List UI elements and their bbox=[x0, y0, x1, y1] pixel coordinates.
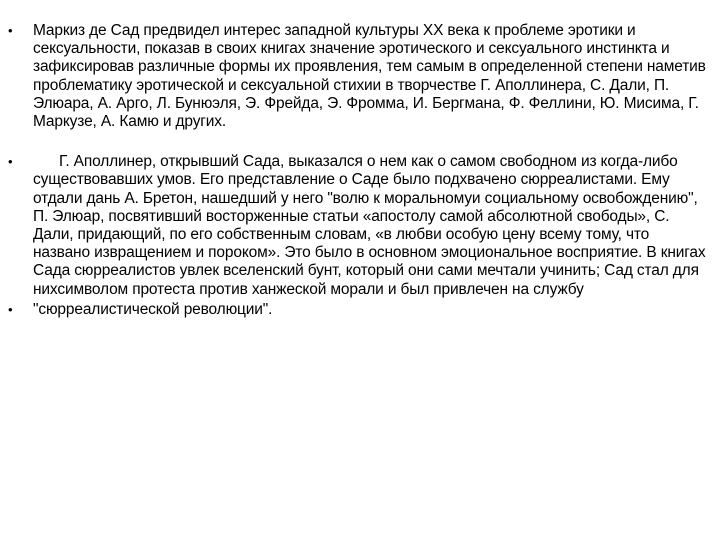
paragraph-text: "сюрреалистической революции". bbox=[33, 300, 273, 318]
paragraph-block bbox=[33, 153, 708, 299]
bullet-icon: • bbox=[8, 154, 13, 170]
bullet-item-apollinaire bbox=[8, 153, 708, 299]
bullet-item-sade-eroticism bbox=[8, 22, 708, 131]
bullet-list bbox=[8, 22, 708, 319]
bullet-icon: • bbox=[8, 23, 13, 38]
bullet-icon: • bbox=[8, 301, 13, 317]
bullet-item-surrealist-revolution bbox=[8, 301, 708, 319]
paragraph-text: Г. Аполлинер, открывший Сада, выказался о нем как о самом свободном из когда-либо существовавших умов. Его представление о Саде было подхвачено сюрреалистами. Ему отдали дань А. Бретон, нашедший у него "волю к моральномуи социальному освобождению", П. Элюар, посвятивший восторженные статьи «апостолу самой абсолютной свободы», С. Дали, придающий, по его собственным словам, «в любви особую цену всему тому, что названо извращением и пороком». Это было в основном эмоциональное восприятие. В книгах Сада сюрреалистов увлек вселенский бунт, который они сами мечтали учинить; Сад стал для нихсимволом протеста против ханжеской морали и был привлечен на службу bbox=[33, 153, 706, 298]
paragraph-text: Маркиз де Сад предвидел интерес западной культуры XX века к проблеме эротики и сексуальности, показав в своих книгах значение эротического и сексуального инстинкта и зафиксировав различные формы их проявления, тем самым в определенной степени наметив проблематику эротической и сексуальной стихии в творчестве Г. Аполлинера, С. Дали, П. Элюара, А. Арго, Л. Бунюэля, Э. Фрейда, Э. Фромма, И. Бергмана, Ф. Феллини, Ю. Мисима, Г. Маркузе, А. Камю и других. bbox=[33, 22, 706, 131]
